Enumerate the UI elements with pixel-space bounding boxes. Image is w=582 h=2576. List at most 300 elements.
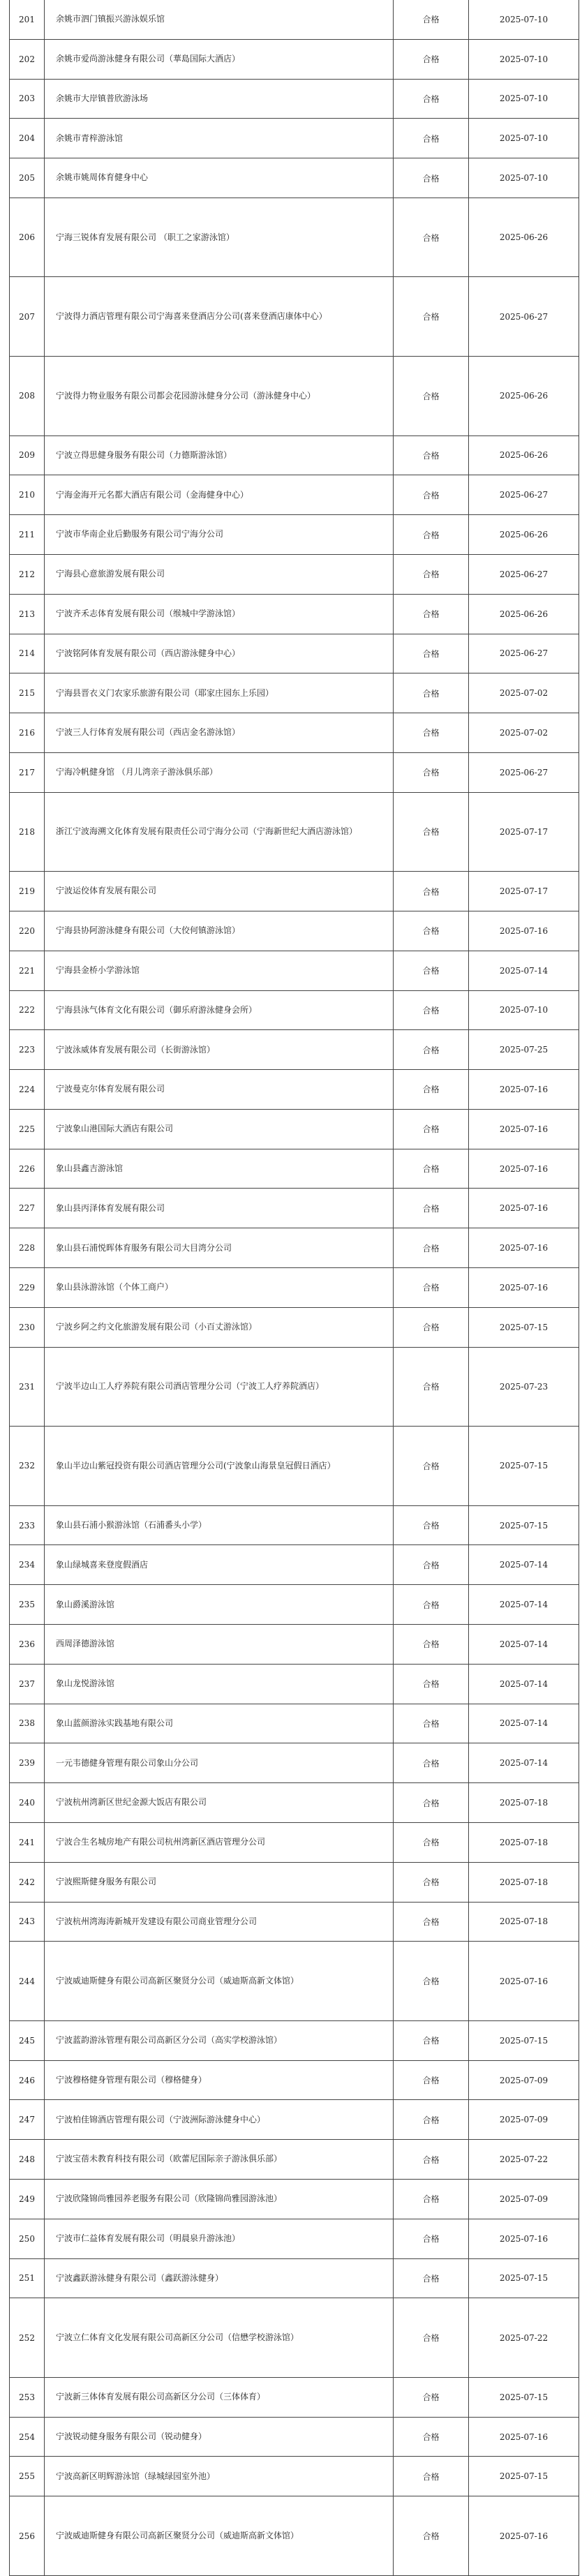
venue-name-cell bbox=[45, 793, 394, 872]
table-row bbox=[10, 951, 579, 991]
row-number: 251 bbox=[10, 2259, 45, 2298]
inspection-result: 合格 bbox=[394, 1665, 469, 1704]
inspection-result: 合格 bbox=[394, 2219, 469, 2258]
venue-name-cell bbox=[45, 1030, 394, 1069]
venue-name: 宁海冷帆健身馆 （月儿湾亲子游泳俱乐部） bbox=[56, 767, 218, 777]
venue-name-cell bbox=[45, 1625, 394, 1664]
table-row bbox=[10, 2061, 579, 2101]
row-number: 236 bbox=[10, 1625, 45, 1664]
venue-name: 宁波蓝韵游泳管理有限公司高新区分公司（高实学校游泳馆） bbox=[56, 2035, 283, 2046]
table-row bbox=[10, 1030, 579, 1070]
venue-name: 宁波锐动健身服务有限公司（锐动健身） bbox=[56, 2431, 207, 2441]
venue-name: 宁波高新区明辉游泳馆（绿城绿园室外池） bbox=[56, 2471, 216, 2481]
row-number: 235 bbox=[10, 1585, 45, 1624]
row-number: 238 bbox=[10, 1704, 45, 1743]
row-number: 208 bbox=[10, 357, 45, 435]
venue-name: 宁波杭州湾新区世纪金源大饭店有限公司 bbox=[56, 1797, 207, 1808]
inspection-result: 合格 bbox=[394, 119, 469, 158]
venue-name-cell bbox=[45, 80, 394, 119]
inspection-date: 2025-07-25 bbox=[499, 1045, 549, 1055]
venue-name: 象山龙悦游泳馆 bbox=[56, 1678, 115, 1689]
venue-name: 宁波得力物业服务有限公司都会花园游泳健身分公司（游泳健身中心） bbox=[56, 390, 316, 401]
table-row bbox=[10, 1348, 579, 1427]
venue-name: 象山半边山紫冠投资有限公司酒店管理分公司(宁波象山海景皇冠假日酒店） bbox=[56, 1460, 336, 1471]
table-row bbox=[10, 119, 579, 158]
inspection-date: 2025-07-16 bbox=[499, 1282, 549, 1293]
venue-name: 余姚市爱尚游泳健身有限公司（華島国际大酒店） bbox=[56, 54, 241, 64]
venue-name: 宁波半边山工人疗养院有限公司酒店管理分公司（宁波工人疗养院酒店） bbox=[56, 1381, 324, 1392]
venue-name-cell bbox=[45, 2180, 394, 2219]
table-row bbox=[10, 2418, 579, 2457]
inspection-date: 2025-07-02 bbox=[499, 727, 549, 738]
venue-name-cell bbox=[45, 119, 394, 158]
venue-name-cell bbox=[45, 1585, 394, 1624]
table-row bbox=[10, 1585, 579, 1625]
row-number: 217 bbox=[10, 753, 45, 792]
venue-name-cell bbox=[45, 357, 394, 435]
table-row bbox=[10, 2457, 579, 2496]
inspection-result: 合格 bbox=[394, 2180, 469, 2219]
table-row bbox=[10, 753, 579, 793]
inspection-result: 合格 bbox=[394, 1427, 469, 1505]
venue-name-cell bbox=[45, 1506, 394, 1545]
venue-name: 宁波三人行体育发展有限公司（西店金名游泳馆） bbox=[56, 727, 241, 738]
inspection-date: 2025-06-27 bbox=[499, 569, 549, 579]
table-row bbox=[10, 1625, 579, 1665]
table-row bbox=[10, 1665, 579, 1704]
row-number: 212 bbox=[10, 555, 45, 594]
row-number: 201 bbox=[10, 0, 45, 39]
table-row bbox=[10, 1070, 579, 1110]
inspection-date: 2025-07-16 bbox=[499, 1203, 549, 1214]
row-number: 230 bbox=[10, 1308, 45, 1347]
inspection-result: 合格 bbox=[394, 1942, 469, 2020]
inspection-result: 合格 bbox=[394, 793, 469, 872]
venue-name: 宁海县心意旅游发展有限公司 bbox=[56, 569, 165, 579]
inspection-result: 合格 bbox=[394, 1110, 469, 1149]
table-row bbox=[10, 1823, 579, 1863]
row-number: 254 bbox=[10, 2418, 45, 2457]
inspection-date: 2025-07-10 bbox=[499, 14, 549, 24]
inspection-result: 合格 bbox=[394, 198, 469, 277]
inspection-date: 2025-06-26 bbox=[499, 450, 549, 461]
venue-name-cell bbox=[45, 2457, 394, 2496]
row-number: 216 bbox=[10, 713, 45, 752]
venue-name-cell bbox=[45, 1545, 394, 1584]
inspection-result: 合格 bbox=[394, 277, 469, 356]
inspection-result: 合格 bbox=[394, 2298, 469, 2377]
inspection-date: 2025-07-15 bbox=[499, 2471, 549, 2482]
inspection-result: 合格 bbox=[394, 1585, 469, 1624]
inspection-result: 合格 bbox=[394, 1863, 469, 1902]
row-number: 222 bbox=[10, 991, 45, 1030]
venue-name-cell bbox=[45, 1704, 394, 1743]
table-row bbox=[10, 1863, 579, 1903]
venue-name: 宁波乡阿之约文化旅游发展有限公司（小百丈游泳馆） bbox=[56, 1322, 258, 1332]
venue-name-cell bbox=[45, 1070, 394, 1109]
inspection-result: 合格 bbox=[394, 595, 469, 634]
venue-name-cell bbox=[45, 2061, 394, 2100]
venue-name: 宁波合生名城房地产有限公司杭州湾新区酒店管理分公司 bbox=[56, 1837, 266, 1847]
table-row bbox=[10, 2378, 579, 2418]
inspection-date: 2025-06-26 bbox=[499, 391, 549, 401]
table-row bbox=[10, 475, 579, 515]
inspection-result: 合格 bbox=[394, 475, 469, 514]
venue-name-cell bbox=[45, 872, 394, 911]
row-number: 206 bbox=[10, 198, 45, 277]
venue-name: 余姚市大岸镇普欣游泳场 bbox=[56, 93, 149, 103]
venue-name: 宁波曼克尔体育发展有限公司 bbox=[56, 1084, 165, 1094]
inspection-result: 合格 bbox=[394, 1704, 469, 1743]
venue-name-cell bbox=[45, 1903, 394, 1942]
venue-name: 宁海县协阿游泳健身有限公司（大佼何镇游泳馆） bbox=[56, 925, 241, 936]
inspection-result: 合格 bbox=[394, 2140, 469, 2179]
inspection-date: 2025-07-16 bbox=[499, 925, 549, 936]
table-row bbox=[10, 1942, 579, 2021]
inspection-result: 合格 bbox=[394, 80, 469, 119]
inspection-date: 2025-07-10 bbox=[499, 54, 549, 64]
inspection-date: 2025-07-22 bbox=[499, 2154, 549, 2165]
inspection-result: 合格 bbox=[394, 991, 469, 1030]
inspection-results-table bbox=[9, 0, 579, 2576]
venue-name: 宁波得力酒店管理有限公司宁海喜来登酒店分公司(喜来登酒店康体中心） bbox=[56, 311, 327, 322]
inspection-result: 合格 bbox=[394, 2457, 469, 2496]
venue-name-cell bbox=[45, 753, 394, 792]
inspection-date: 2025-07-16 bbox=[499, 1163, 549, 1174]
inspection-date: 2025-07-18 bbox=[499, 1877, 549, 1887]
venue-name-cell bbox=[45, 1149, 394, 1189]
venue-name: 宁波铭阿体育发展有限公司（西店游泳健身中心） bbox=[56, 648, 241, 658]
row-number: 204 bbox=[10, 119, 45, 158]
venue-name: 宁波杭州湾海涛新城开发建设有限公司商业管理分公司 bbox=[56, 1916, 258, 1926]
inspection-result: 合格 bbox=[394, 1228, 469, 1267]
table-row bbox=[10, 1506, 579, 1546]
inspection-result: 合格 bbox=[394, 1070, 469, 1109]
inspection-result: 合格 bbox=[394, 1348, 469, 1427]
row-number: 239 bbox=[10, 1743, 45, 1782]
venue-name-cell bbox=[45, 198, 394, 277]
table-row bbox=[10, 80, 579, 119]
inspection-date: 2025-07-10 bbox=[499, 133, 549, 144]
inspection-date: 2025-07-14 bbox=[499, 1758, 549, 1769]
venue-name-cell bbox=[45, 515, 394, 554]
venue-name-cell bbox=[45, 1427, 394, 1505]
venue-name: 象山县丙泽体育发展有限公司 bbox=[56, 1203, 165, 1213]
inspection-date: 2025-07-15 bbox=[499, 2273, 549, 2284]
inspection-result: 合格 bbox=[394, 713, 469, 752]
inspection-result: 合格 bbox=[394, 1308, 469, 1347]
inspection-date: 2025-07-17 bbox=[499, 886, 549, 897]
inspection-result: 合格 bbox=[394, 634, 469, 673]
venue-name-cell bbox=[45, 475, 394, 514]
inspection-date: 2025-06-27 bbox=[499, 767, 549, 777]
table-row bbox=[10, 2180, 579, 2219]
venue-name-cell bbox=[45, 1348, 394, 1427]
venue-name: 宁波新三体体育发展有限公司高新区分公司（三体体育） bbox=[56, 2392, 266, 2402]
row-number: 229 bbox=[10, 1268, 45, 1307]
venue-name-cell bbox=[45, 2100, 394, 2139]
venue-name-cell bbox=[45, 1268, 394, 1307]
inspection-date: 2025-07-09 bbox=[499, 2194, 549, 2204]
table-row bbox=[10, 0, 579, 40]
row-number: 205 bbox=[10, 158, 45, 198]
venue-name: 宁波齐禾志体育发展有限公司（缑城中学游泳馆） bbox=[56, 609, 241, 619]
row-number: 246 bbox=[10, 2061, 45, 2100]
inspection-result: 合格 bbox=[394, 1189, 469, 1228]
inspection-date: 2025-06-26 bbox=[499, 232, 549, 243]
inspection-date: 2025-07-18 bbox=[499, 1837, 549, 1847]
row-number: 214 bbox=[10, 634, 45, 673]
inspection-result: 合格 bbox=[394, 1268, 469, 1307]
venue-name: 宁波鑫跃游泳健身有限公司（鑫跃游泳健身） bbox=[56, 2272, 224, 2283]
table-row bbox=[10, 1743, 579, 1783]
row-number: 228 bbox=[10, 1228, 45, 1267]
venue-name: 宁波市仁益体育发展有限公司（明晨泉升游泳池） bbox=[56, 2233, 241, 2244]
inspection-date: 2025-07-09 bbox=[499, 2075, 549, 2085]
venue-name-cell bbox=[45, 1308, 394, 1347]
venue-name: 宁海县泳气体育文化有限公司（御乐府游泳健身会所） bbox=[56, 1004, 258, 1015]
inspection-date: 2025-07-14 bbox=[499, 1600, 549, 1610]
row-number: 243 bbox=[10, 1903, 45, 1942]
inspection-result: 合格 bbox=[394, 2021, 469, 2060]
row-number: 255 bbox=[10, 2457, 45, 2496]
venue-name-cell bbox=[45, 951, 394, 990]
inspection-date: 2025-07-16 bbox=[499, 2432, 549, 2442]
table-row bbox=[10, 158, 579, 198]
row-number: 240 bbox=[10, 1783, 45, 1822]
venue-name-cell bbox=[45, 1942, 394, 2020]
venue-name: 象山蓝颜游泳实践基地有限公司 bbox=[56, 1718, 174, 1728]
row-number: 210 bbox=[10, 475, 45, 514]
inspection-date: 2025-07-16 bbox=[499, 1084, 549, 1094]
inspection-date: 2025-06-26 bbox=[499, 530, 549, 540]
venue-name: 象山县泳游泳馆（个体工商户） bbox=[56, 1282, 174, 1293]
inspection-date: 2025-07-10 bbox=[499, 94, 549, 104]
venue-name: 宁波市华南企业后勤服务有限公司宁海分公司 bbox=[56, 529, 224, 539]
table-row bbox=[10, 1149, 579, 1189]
venue-name: 宁波立得思健身服务有限公司（力德斯游泳馆） bbox=[56, 449, 232, 460]
venue-name: 余姚市青梓游泳馆 bbox=[56, 133, 124, 143]
venue-name: 一元韦德健身管理有限公司象山分公司 bbox=[56, 1757, 199, 1768]
inspection-date: 2025-07-15 bbox=[499, 2392, 549, 2402]
table-row bbox=[10, 595, 579, 634]
venue-name: 宁波威迪斯健身有限公司高新区聚贤分公司（威迪斯高新文体馆） bbox=[56, 2530, 299, 2540]
inspection-result: 合格 bbox=[394, 1149, 469, 1189]
row-number: 203 bbox=[10, 80, 45, 119]
table-row bbox=[10, 436, 579, 476]
venue-name-cell bbox=[45, 1189, 394, 1228]
venue-name-cell bbox=[45, 1783, 394, 1822]
inspection-date: 2025-07-14 bbox=[499, 1678, 549, 1689]
row-number: 244 bbox=[10, 1942, 45, 2020]
table-row bbox=[10, 713, 579, 753]
venue-name-cell bbox=[45, 911, 394, 951]
table-row bbox=[10, 2140, 579, 2180]
table-row bbox=[10, 515, 579, 555]
row-number: 219 bbox=[10, 872, 45, 911]
row-number: 202 bbox=[10, 40, 45, 79]
row-number: 224 bbox=[10, 1070, 45, 1109]
inspection-result: 合格 bbox=[394, 1545, 469, 1584]
table-row bbox=[10, 1903, 579, 1942]
row-number: 241 bbox=[10, 1823, 45, 1862]
table-row bbox=[10, 1189, 579, 1228]
venue-name: 宁波立仁体育文化发展有限公司高新区分公司（信懋学校游泳馆） bbox=[56, 2332, 299, 2342]
table-row bbox=[10, 2298, 579, 2378]
inspection-date: 2025-07-15 bbox=[499, 1322, 549, 1332]
row-number: 223 bbox=[10, 1030, 45, 1069]
venue-name: 宁波宝蓓未教育科技有限公司（欧蕾尼国际亲子游泳俱乐部） bbox=[56, 2154, 283, 2164]
venue-name-cell bbox=[45, 40, 394, 79]
inspection-date: 2025-07-16 bbox=[499, 2531, 549, 2541]
row-number: 231 bbox=[10, 1348, 45, 1427]
row-number: 253 bbox=[10, 2378, 45, 2417]
row-number: 225 bbox=[10, 1110, 45, 1149]
table-row bbox=[10, 872, 579, 911]
row-number: 213 bbox=[10, 595, 45, 634]
venue-name-cell bbox=[45, 1743, 394, 1782]
venue-name: 象山县石浦小猴游泳馆（石浦番头小学） bbox=[56, 1519, 207, 1530]
table-row bbox=[10, 1268, 579, 1308]
inspection-date: 2025-07-18 bbox=[499, 1798, 549, 1808]
inspection-date: 2025-07-14 bbox=[499, 1639, 549, 1649]
inspection-result: 合格 bbox=[394, 1823, 469, 1862]
table-row bbox=[10, 1308, 579, 1348]
venue-name: 余姚市泗门镇振兴游泳娱乐馆 bbox=[56, 14, 165, 24]
venue-name: 西周泽德游泳馆 bbox=[56, 1639, 115, 1649]
venue-name: 宁海县晋衣义门农家乐旅游有限公司（耶家庄园东上乐园） bbox=[56, 687, 274, 698]
venue-name-cell bbox=[45, 1665, 394, 1704]
venue-name-cell bbox=[45, 2259, 394, 2298]
table-row bbox=[10, 1228, 579, 1268]
inspection-date: 2025-07-15 bbox=[499, 1461, 549, 1471]
inspection-result: 合格 bbox=[394, 436, 469, 475]
venue-name-cell bbox=[45, 1823, 394, 1862]
row-number: 237 bbox=[10, 1665, 45, 1704]
row-number: 248 bbox=[10, 2140, 45, 2179]
inspection-result: 合格 bbox=[394, 0, 469, 39]
venue-name: 宁波柏佳锦酒店管理有限公司（宁波洲际游泳健身中心） bbox=[56, 2114, 266, 2124]
inspection-date: 2025-07-09 bbox=[499, 2115, 549, 2125]
venue-name-cell bbox=[45, 2418, 394, 2457]
inspection-result: 合格 bbox=[394, 515, 469, 554]
row-number: 256 bbox=[10, 2496, 45, 2575]
table-row bbox=[10, 793, 579, 872]
inspection-result: 合格 bbox=[394, 40, 469, 79]
venue-name-cell bbox=[45, 436, 394, 475]
table-row bbox=[10, 40, 579, 80]
inspection-result: 合格 bbox=[394, 951, 469, 990]
venue-name: 象山县石浦悦晖体育服务有限公司大目湾分公司 bbox=[56, 1242, 232, 1253]
inspection-result: 合格 bbox=[394, 1625, 469, 1664]
inspection-date: 2025-06-27 bbox=[499, 648, 549, 659]
row-number: 249 bbox=[10, 2180, 45, 2219]
inspection-result: 合格 bbox=[394, 2496, 469, 2575]
row-number: 226 bbox=[10, 1149, 45, 1189]
table-row bbox=[10, 1427, 579, 1506]
row-number: 207 bbox=[10, 277, 45, 356]
table-row bbox=[10, 198, 579, 278]
venue-name-cell bbox=[45, 1110, 394, 1149]
inspection-date: 2025-07-10 bbox=[499, 1005, 549, 1015]
table-row bbox=[10, 1783, 579, 1823]
inspection-result: 合格 bbox=[394, 1903, 469, 1942]
inspection-date: 2025-07-14 bbox=[499, 1718, 549, 1729]
inspection-result: 合格 bbox=[394, 1030, 469, 1069]
venue-name: 余姚市姚周体育健身中心 bbox=[56, 172, 149, 183]
inspection-date: 2025-07-16 bbox=[499, 1976, 549, 1986]
venue-name: 宁波象山港国际大酒店有限公司 bbox=[56, 1124, 174, 1134]
row-number: 221 bbox=[10, 951, 45, 990]
venue-name: 象山爵溪游泳馆 bbox=[56, 1599, 115, 1609]
table-row bbox=[10, 555, 579, 595]
inspection-date: 2025-06-27 bbox=[499, 490, 549, 500]
venue-name-cell bbox=[45, 2140, 394, 2179]
venue-name-cell bbox=[45, 595, 394, 634]
inspection-result: 合格 bbox=[394, 1506, 469, 1545]
inspection-date: 2025-07-14 bbox=[499, 965, 549, 976]
inspection-date: 2025-07-18 bbox=[499, 1916, 549, 1927]
venue-name-cell bbox=[45, 713, 394, 752]
inspection-result: 合格 bbox=[394, 1783, 469, 1822]
table-row bbox=[10, 673, 579, 713]
venue-name: 宁波穆格健身管理有限公司（穆格健身） bbox=[56, 2074, 207, 2085]
table-row bbox=[10, 2496, 579, 2576]
inspection-date: 2025-07-15 bbox=[499, 1520, 549, 1531]
venue-name-cell bbox=[45, 1863, 394, 1902]
inspection-result: 合格 bbox=[394, 2100, 469, 2139]
row-number: 247 bbox=[10, 2100, 45, 2139]
row-number: 211 bbox=[10, 515, 45, 554]
inspection-date: 2025-07-14 bbox=[499, 1560, 549, 1570]
row-number: 252 bbox=[10, 2298, 45, 2377]
inspection-result: 合格 bbox=[394, 2378, 469, 2417]
row-number: 227 bbox=[10, 1189, 45, 1228]
inspection-result: 合格 bbox=[394, 357, 469, 435]
row-number: 250 bbox=[10, 2219, 45, 2258]
inspection-result: 合格 bbox=[394, 911, 469, 951]
inspection-result: 合格 bbox=[394, 158, 469, 198]
row-number: 209 bbox=[10, 436, 45, 475]
row-number: 232 bbox=[10, 1427, 45, 1505]
venue-name-cell bbox=[45, 2496, 394, 2575]
table-row bbox=[10, 357, 579, 436]
inspection-result: 合格 bbox=[394, 753, 469, 792]
inspection-date: 2025-07-16 bbox=[499, 2233, 549, 2244]
venue-name-cell bbox=[45, 158, 394, 198]
venue-name-cell bbox=[45, 555, 394, 594]
inspection-result: 合格 bbox=[394, 2061, 469, 2100]
row-number: 218 bbox=[10, 793, 45, 872]
venue-name: 象山绿城喜来登度假酒店 bbox=[56, 1559, 149, 1570]
inspection-date: 2025-07-02 bbox=[499, 688, 549, 699]
table-row bbox=[10, 1545, 579, 1585]
venue-name-cell bbox=[45, 673, 394, 713]
inspection-date: 2025-07-16 bbox=[499, 1243, 549, 1253]
venue-name-cell bbox=[45, 2378, 394, 2417]
table-row bbox=[10, 1110, 579, 1149]
inspection-result: 合格 bbox=[394, 2259, 469, 2298]
table-row bbox=[10, 2259, 579, 2299]
venue-name-cell bbox=[45, 2298, 394, 2377]
row-number: 220 bbox=[10, 911, 45, 951]
venue-name: 宁波熙斯健身服务有限公司 bbox=[56, 1877, 157, 1887]
row-number: 233 bbox=[10, 1506, 45, 1545]
row-number: 242 bbox=[10, 1863, 45, 1902]
venue-name: 象山县鑫吉游泳馆 bbox=[56, 1163, 124, 1173]
venue-name: 宁海金海开元名都大酒店有限公司（金海健身中心） bbox=[56, 489, 249, 500]
venue-name: 宁波运佼体育发展有限公司 bbox=[56, 886, 157, 896]
